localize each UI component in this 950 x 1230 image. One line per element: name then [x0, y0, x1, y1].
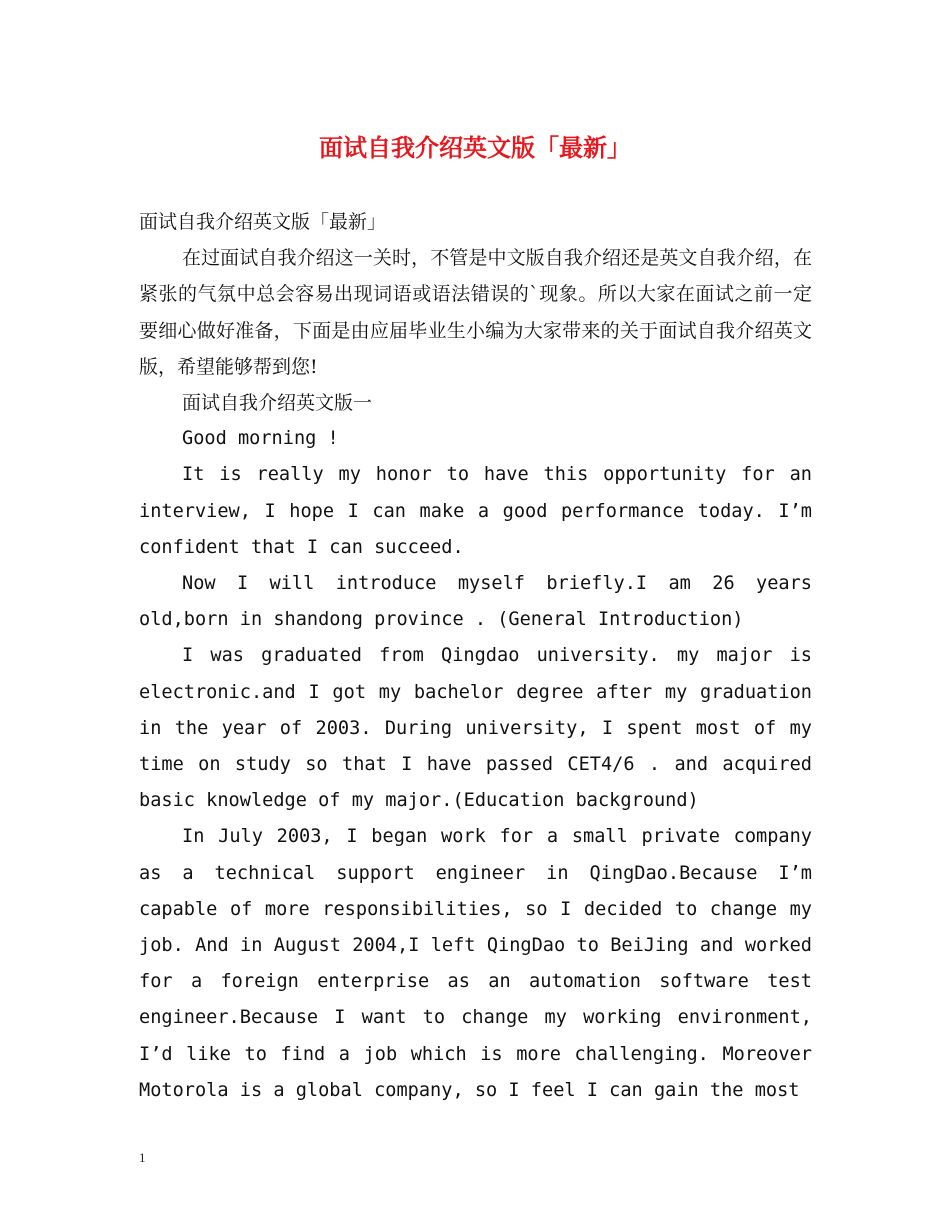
- section-heading: 面试自我介绍英文版一: [182, 392, 373, 415]
- page-number: 1: [139, 1150, 146, 1165]
- document-body: [139, 204, 812, 1109]
- education-paragraph: I was graduated from Qingdao university. my major is electronic.and I got my bachelor degree after my graduation in the year of 2003. During university, I spent most of my time on study so that I have passed CET4/6 . and acquired basic knowledge of my major.(Education background): [139, 645, 812, 812]
- intro-paragraph: 在过面试自我介绍这一关时，不管是中文版自我介绍还是英文自我介绍，在紧张的气氛中总会容易出现词语或语法错误的`现象。所以大家在面试之前一定要细心做好准备，下面是由应届毕业生小编为大家带来的关于面试自我介绍英文版，希望能够帮到您!: [139, 247, 812, 378]
- body-heading: 面试自我介绍英文版「最新」: [139, 211, 387, 233]
- honor-paragraph: It is really my honor to have this opportunity for an interview, I hope I can make a good performance today. I’m confident that I can succeed.: [139, 464, 812, 558]
- work-experience-paragraph: In July 2003, I began work for a small private company as a technical support engineer in QingDao.Because I’m capable of more responsibilities, so I decided to change my job. And in August 2004,I left QingDao to BeiJing and worked for a foreign enterprise as an automation software test engineer.Because I want to change my working environment, I’d like to find a job which is more challenging. Moreover Motorola is a global company, so I feel I can gain the most: [139, 826, 812, 1101]
- general-introduction-paragraph: Now I will introduce myself briefly.I am 26 years old,born in shandong province . (General Introduction): [139, 573, 812, 631]
- greeting-paragraph: Good morning !: [182, 428, 339, 450]
- document-title: 面试自我介绍英文版「最新」: [319, 133, 631, 162]
